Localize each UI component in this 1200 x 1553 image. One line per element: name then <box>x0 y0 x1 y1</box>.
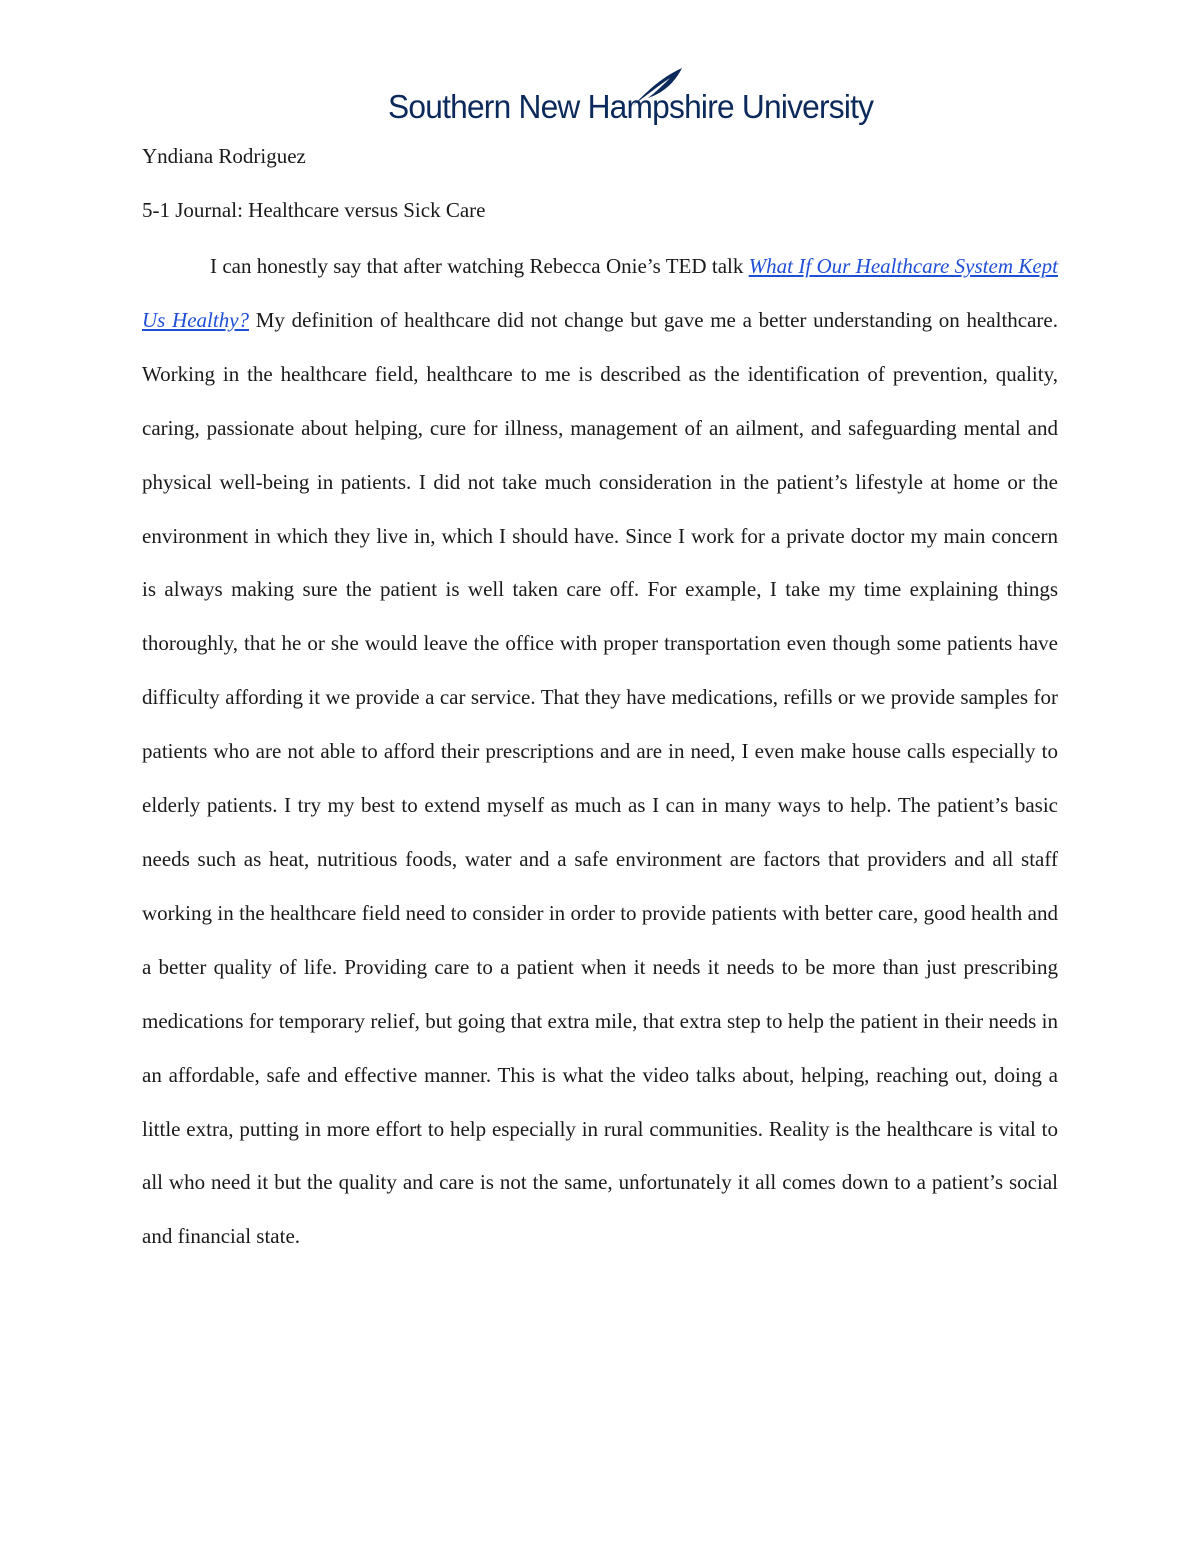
author-name: Yndiana Rodriguez <box>142 144 306 168</box>
paragraph-intro: I can honestly say that after watching Rebecca Onie’s TED talk <box>210 254 749 278</box>
journal-body-paragraph <box>142 240 1058 1264</box>
ted-talk-link[interactable]: What If Our Healthcare System Kept Us Healthy? <box>142 254 1058 332</box>
logo-wordmark: Southern New Hampshire University <box>388 88 874 125</box>
paragraph-body: My definition of healthcare did not change but gave me a better understanding on healthcare. Working in the healthcare field, healthcare to me is described as the identification of prevention, quality, caring, passionate about helping, cure for illness, management of an ailment, and safeguarding mental and physical well-being in patients. I did not take much consideration in the patient’s lifestyle at home or the environment in which they live in, which I should have. Since I work for a private doctor my main concern is always making sure the patient is well taken care off. For example, I take my time explaining things thoroughly, that he or she would leave the office with proper transportation even though some patients have difficulty affording it we provide a car service. That they have medications, refills or we provide samples for patients who are not able to afford their prescriptions and are in need, I even make house calls especially to elderly patients. I try my best to extend myself as much as I can in many ways to help. The patient’s basic needs such as heat, nutritious foods, water and a safe environment are factors that providers and all staff working in the healthcare field need to consider in order to provide patients with better care, good health and a better quality of life. Providing care to a patient when it needs it needs to be more than just prescribing medications for temporary relief, but going that extra mile, that extra step to help the patient in their needs in an affordable, safe and effective manner. This is what the video talks about, helping, reaching out, doing a little extra, putting in more effort to help especially in rural communities. Reality is the healthcare is vital to all who need it but the quality and care is not the same, unfortunately it all comes down to a patient’s social and financial state. <box>142 307 1058 1249</box>
journal-title: 5-1 Journal: Healthcare versus Sick Care <box>142 198 486 222</box>
university-logo <box>388 64 874 136</box>
feather-icon <box>626 66 686 110</box>
